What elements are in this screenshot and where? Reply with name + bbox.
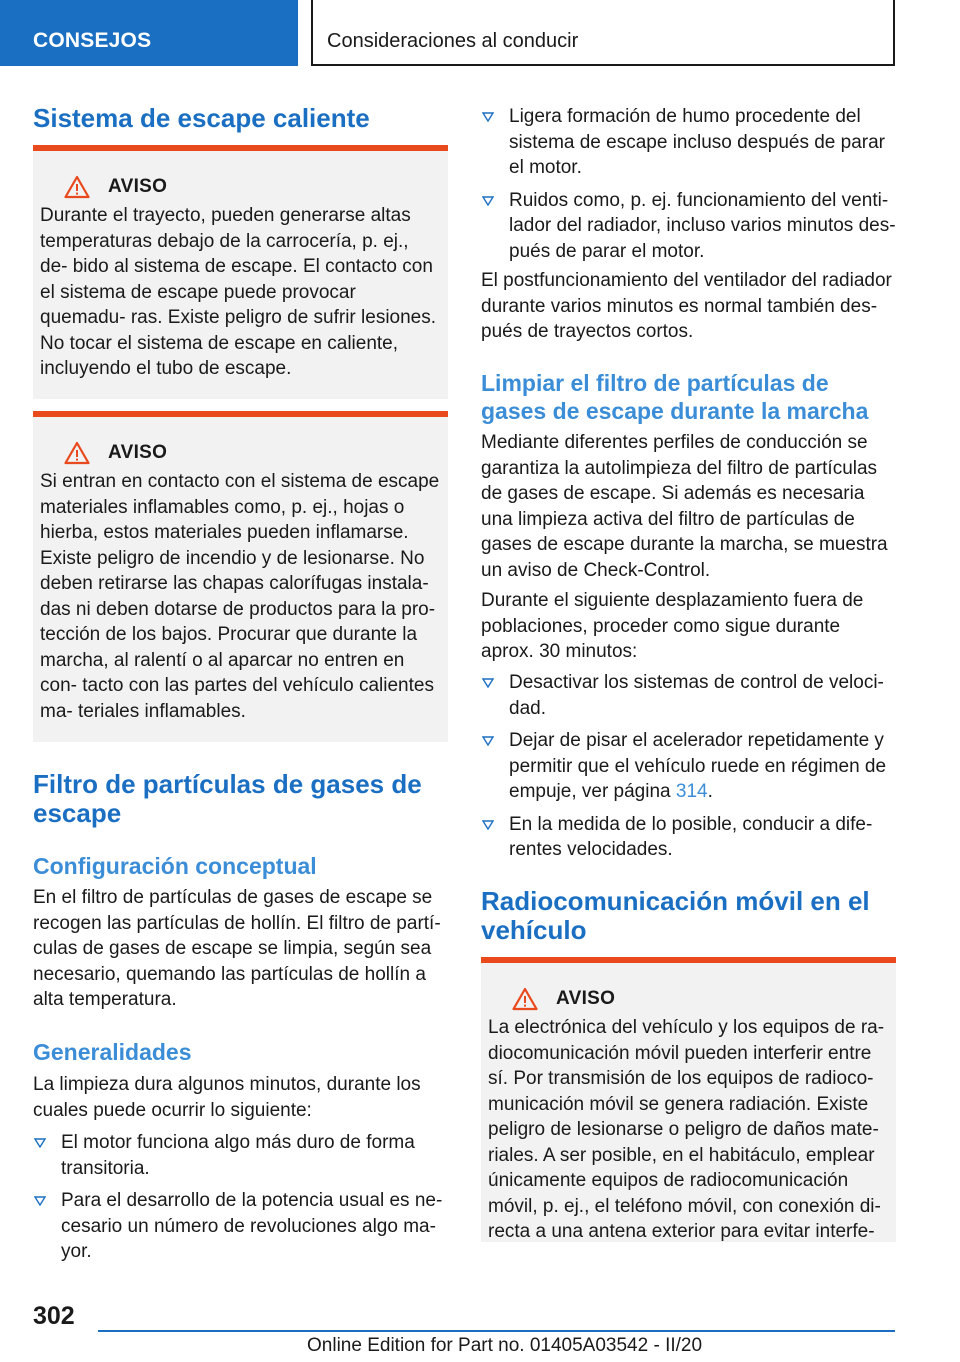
warning-box-escape xyxy=(33,145,448,399)
page-number: 302 xyxy=(33,1302,75,1330)
list-efectos xyxy=(481,104,896,264)
list-generalidades xyxy=(33,1130,448,1265)
list-item-text: Dejar de pisar el acelerador repetidamente y permitir que el vehículo ruede en régimen de empuje, ver página xyxy=(509,730,887,802)
section-title: CONSEJOS xyxy=(33,29,152,52)
list-item xyxy=(481,104,896,181)
warning-text: Durante el trayecto, pueden generarse altas temperaturas debajo de la carrocería, p. ej., de- bido al sistema de escape. El contacto con el sistema de escape puede provocar quemadu- ras. Existe peligro de sufrir lesiones. No tocar el sistema de escape en caliente, incluyendo el tubo de escape. xyxy=(40,205,437,379)
warning-title: AVISO xyxy=(108,442,168,463)
heading-limpiar-filtro: Limpiar el filtro de partículas de gases de escape durante la marcha xyxy=(481,370,869,424)
list-procedimiento xyxy=(481,670,896,863)
warning-header xyxy=(64,439,440,467)
list-item-text: Desactivar los sistemas de control de veloci- dad. xyxy=(509,672,884,719)
heading-filtro-particulas: Filtro de partículas de gases de escape xyxy=(33,769,422,828)
warning-text: La electrónica del vehículo y los equipos de ra- diocomunicación móvil pueden interferir entre sí. Por transmisión de los equipos de radioco- municación móvil se genera radiación. Existe peligro de lesionarse o peligro de daños mate- riales. A ser posible, en el habitáculo, emplear únicamente equipos de radiocomunicación móvil, p. ej., el teléfono móvil, con conexión di- recta a una antena exterior para evitar interfe- xyxy=(488,1017,885,1242)
paragraph-postfuncionamiento: El postfuncionamiento del ventilador del radiador durante varios minutos es normal también des- pués de trayectos cortos. xyxy=(481,270,892,342)
warning-triangle-icon xyxy=(64,441,90,465)
warning-title: AVISO xyxy=(556,988,616,1009)
heading-configuracion: Configuración conceptual xyxy=(33,853,317,879)
page-reference-link[interactable]: 314 xyxy=(675,781,708,802)
triangle-bullet-icon xyxy=(34,1196,46,1206)
list-item-end: . xyxy=(707,781,713,802)
section-tab xyxy=(0,0,298,66)
footer-divider xyxy=(98,1330,895,1332)
warning-text: Si entran en contacto con el sistema de escape materiales inflamables como, p. ej., hojas o hierba, estos materiales pueden inflamarse. Existe peligro de incendio y de lesionarse. No deben retirarse las chapas calorífugas instala- das ni deben dotarse de productos para la pro- tección de los bajos. Procurar que durante la marcha, al ralentí o al aparcar no entren en con- tacto con las partes del vehículo calientes ma- teriales inflamables. xyxy=(40,471,440,722)
triangle-bullet-icon xyxy=(482,196,494,206)
list-item xyxy=(33,1130,448,1181)
triangle-bullet-icon xyxy=(482,820,494,830)
list-item-text: El motor funciona algo más duro de forma transitoria. xyxy=(61,1132,415,1179)
triangle-bullet-icon xyxy=(482,736,494,746)
heading-sistema-escape: Sistema de escape caliente xyxy=(33,103,370,133)
warning-header xyxy=(512,985,888,1013)
chapter-title: Consideraciones al conducir xyxy=(327,30,579,52)
paragraph-limpiar: Mediante diferentes perfiles de conducción se garantiza la autolimpieza del filtro de partículas de gases de escape. Si además es necesaria una limpieza activa del filtro de partículas de gases de escape durante la marcha, se muestra un aviso de Check-Control. xyxy=(481,432,888,581)
warning-box-inflamables xyxy=(33,411,448,742)
list-item xyxy=(481,188,896,265)
warning-box-radio xyxy=(481,957,896,1242)
list-item-text: Ligera formación de humo procedente del sistema de escape incluso después de parar el motor. xyxy=(509,106,886,178)
list-item xyxy=(481,670,896,721)
triangle-bullet-icon xyxy=(482,678,494,688)
paragraph-configuracion: En el filtro de partículas de gases de escape se recogen las partículas de hollín. El filtro de partí- culas de gases de escape se limpia, según sea necesario, quemando las partículas de hollín a alta temperatura. xyxy=(33,887,441,1010)
heading-generalidades: Generalidades xyxy=(33,1039,192,1065)
paragraph-durante: Durante el siguiente desplazamiento fuera de poblaciones, proceder como sigue durante aprox. 30 minutos: xyxy=(481,590,864,662)
list-item xyxy=(33,1188,448,1265)
list-item xyxy=(481,728,896,805)
list-item xyxy=(481,812,896,863)
triangle-bullet-icon xyxy=(34,1138,46,1148)
list-item-text: Ruidos como, p. ej. funcionamiento del venti- lador del radiador, incluso varios minutos des- pués de parar el motor. xyxy=(509,189,896,262)
heading-radiocomunicacion: Radiocomunicación móvil en el vehículo xyxy=(481,886,870,945)
list-item-text: En la medida de lo posible, conducir a dife- rentes velocidades. xyxy=(509,813,873,860)
warning-triangle-icon xyxy=(512,987,538,1011)
paragraph-generalidades: La limpieza dura algunos minutos, durante los cuales puede ocurrir lo siguiente: xyxy=(33,1074,421,1121)
list-item-text: Para el desarrollo de la potencia usual es ne- cesario un número de revoluciones algo ma- yor. xyxy=(61,1190,443,1262)
triangle-bullet-icon xyxy=(482,112,494,122)
warning-title: AVISO xyxy=(108,176,168,197)
footer-edition: Online Edition for Part no. 01405A03542 - II/20 xyxy=(307,1335,703,1356)
warning-triangle-icon xyxy=(64,175,90,199)
warning-header xyxy=(64,173,440,201)
chapter-header xyxy=(311,0,895,66)
